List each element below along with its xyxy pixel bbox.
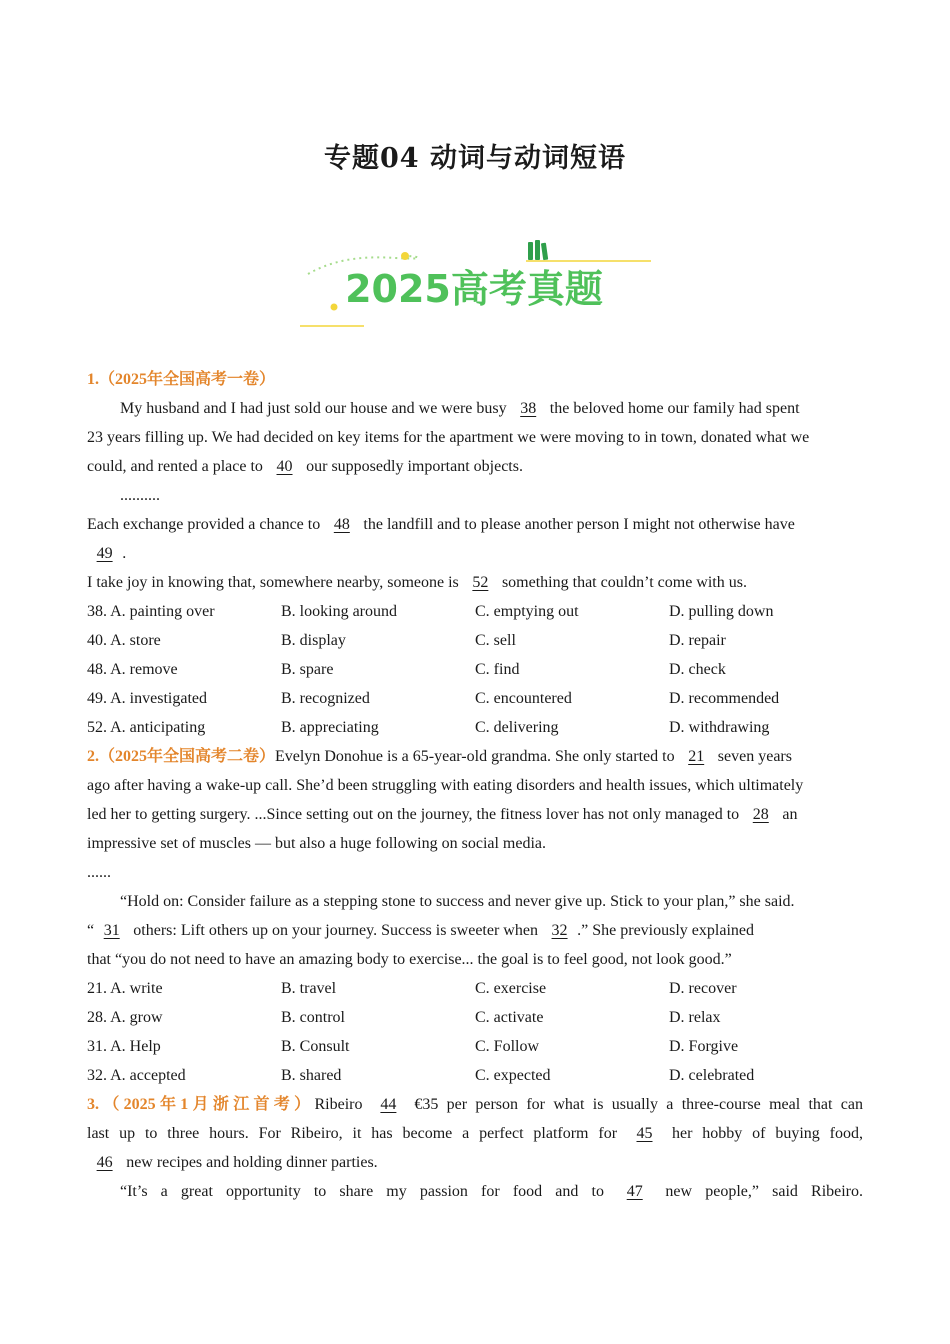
answer-option[interactable]: 32. A. accepted [87,1067,186,1084]
answer-option[interactable]: 52. A. anticipating [87,719,206,736]
answer-blank[interactable] [542,916,577,945]
answer-blank[interactable] [87,539,122,568]
answer-option[interactable]: B. control [281,1009,345,1026]
passage-text: impressive set of muscles — but also a huge following on social media. [87,835,547,852]
passage-text: others: Lift others up on your journey. Success is sweeter when [129,922,542,939]
passage-text: Evelyn Donohue is a 65-year-old grandma. She only started to [275,748,679,765]
answer-option[interactable]: C. emptying out [475,603,579,620]
passage-text: that “you do not need to have an amazing body to exercise... the goal is to feel good, not look good.” [87,951,732,968]
answer-option[interactable]: C. encountered [475,690,572,707]
passage-line [87,510,863,539]
answer-option[interactable]: B. looking around [281,603,397,620]
answer-option[interactable]: B. spare [281,661,334,678]
passage-line [87,858,863,887]
options-row [87,655,863,684]
passage-text: 23 years filling up. We had decided on key items for the apartment we were moving to in town, donated what we [87,429,810,446]
passage-text: ...... [87,864,111,881]
answer-blank[interactable] [463,568,498,597]
banner-text: 2025高考真题 [345,267,603,311]
options-row [87,713,863,742]
passage-line [87,1090,863,1119]
answer-option[interactable]: 21. A. write [87,980,163,997]
passage-line [87,829,863,858]
answer-option[interactable]: 49. A. investigated [87,690,207,707]
passage-line [87,481,863,510]
passage-text: Each exchange provided a chance to [87,516,325,533]
blank-number: 31 [103,922,120,939]
answer-option[interactable]: C. expected [475,1067,551,1084]
passage-line [87,452,863,481]
options-row [87,684,863,713]
blank-number: 32 [551,922,568,939]
passage-line [87,423,863,452]
page-title: 专题04 动词与动词短语 [324,143,626,174]
answer-blank[interactable] [371,1090,406,1119]
question-list [87,365,863,1206]
answer-option[interactable]: D. recommended [669,690,780,707]
blank-number: 21 [688,748,705,765]
passage-line [87,539,863,568]
answer-option[interactable]: C. Follow [475,1038,540,1055]
question-heading-line [87,365,863,394]
answer-option[interactable]: D. recover [669,980,737,997]
passage-text: an [778,806,798,823]
passage-line [87,394,863,423]
answer-blank[interactable] [94,916,129,945]
passage-text: .......... [120,487,160,504]
answer-option[interactable]: C. sell [475,632,516,649]
passage-line [87,945,863,974]
answer-blank[interactable] [511,394,546,423]
blank-number: 46 [96,1154,113,1171]
answer-option[interactable]: B. shared [281,1067,342,1084]
passage-text: ago after having a wake-up call. She’d been struggling with eating disorders and health issues, which ultimately [87,777,804,794]
passage-text: €35 per person for what is usually a three-course meal that can [406,1096,863,1113]
answer-option[interactable]: D. relax [669,1009,721,1026]
passage-text: “ [87,922,95,939]
options-row [87,597,863,626]
question-heading: 2.（2025年全国高考二卷） [87,748,276,765]
question-block [87,742,863,1090]
answer-option[interactable]: D. repair [669,632,726,649]
passage-line [87,916,863,945]
question-heading: 1.（2025年全国高考一卷） [87,371,276,388]
answer-blank[interactable] [627,1119,662,1148]
answer-option[interactable]: 28. A. grow [87,1009,163,1026]
passage-text: our supposedly important objects. [302,458,523,475]
passage-line [87,771,863,800]
books-icon [528,240,548,260]
answer-blank[interactable] [617,1177,652,1206]
blank-number: 44 [380,1096,397,1113]
answer-option[interactable]: B. appreciating [281,719,379,736]
answer-option[interactable]: D. pulling down [669,603,774,620]
answer-option[interactable]: B. recognized [281,690,370,707]
passage-text: My husband and I had just sold our house and we were busy [120,400,511,417]
passage-text: the landfill and to please another person I might not otherwise have [359,516,795,533]
answer-option[interactable]: C. delivering [475,719,559,736]
passage-text: seven years [713,748,792,765]
answer-option[interactable]: D. Forgive [669,1038,739,1055]
passage-text: new people,” said Ribeiro. [652,1183,864,1200]
passage-text: “It’s a great opportunity to share my passion for food and to [120,1183,618,1200]
blank-number: 52 [472,574,489,591]
answer-option[interactable]: C. exercise [475,980,547,997]
blank-number: 28 [752,806,769,823]
passage-text: led her to getting surgery. ...Since setting out on the journey, the fitness lover has not only managed to [87,806,744,823]
answer-blank[interactable] [324,510,359,539]
passage-line [87,800,863,829]
options-row [87,1061,863,1090]
options-row [87,1003,863,1032]
blank-number: 47 [626,1183,643,1200]
answer-option[interactable]: B. travel [281,980,337,997]
passage-line [87,1177,863,1206]
passage-text: .” She previously explained [577,922,754,939]
passage-text: new recipes and holding dinner parties. [122,1154,378,1171]
passage-text: the beloved home our family had spent [545,400,800,417]
passage-line [87,1148,863,1177]
blank-number: 48 [333,516,350,533]
answer-option[interactable]: D. celebrated [669,1067,755,1084]
passage-text: “Hold on: Consider failure as a stepping stone to success and never give up. Stick to your plan,” she said. [120,893,795,910]
passage-text: I take joy in knowing that, somewhere nearby, someone is [87,574,463,591]
passage-line [87,887,863,916]
passage-text: could, and rented a place to [87,458,267,475]
passage-text: something that couldn’t come with us. [497,574,747,591]
blank-number: 49 [96,545,113,562]
passage-line [87,568,863,597]
answer-option[interactable]: C. find [475,661,520,678]
passage-text: Ribeiro [314,1096,371,1113]
answer-option[interactable]: 40. A. store [87,632,161,649]
passage-text: . [122,545,127,562]
answer-option[interactable]: B. display [281,632,346,649]
question-heading: 3.（2025年1月浙江首考） [87,1096,315,1113]
options-row [87,626,863,655]
answer-option[interactable]: C. activate [475,1009,544,1026]
dot-decoration [331,304,338,311]
blank-number: 40 [276,458,293,475]
answer-option[interactable]: 38. A. painting over [87,603,215,620]
options-row [87,974,863,1003]
answer-option[interactable]: 48. A. remove [87,661,178,678]
dot-decoration [401,252,409,260]
answer-blank[interactable] [87,1148,122,1177]
answer-option[interactable]: 31. A. Help [87,1038,161,1055]
banner-graphic [296,236,656,332]
answer-option[interactable]: B. Consult [281,1038,350,1055]
answer-blank[interactable] [743,800,778,829]
answer-blank[interactable] [267,452,302,481]
answer-option[interactable]: D. withdrawing [669,719,770,736]
blank-number: 45 [636,1125,653,1142]
passage-text: last up to three hours. For Ribeiro, it has become a perfect platform for [87,1125,627,1142]
question-block [87,1090,863,1206]
passage-text: her hobby of buying food, [662,1125,864,1142]
blank-number: 38 [520,400,537,417]
question-block [87,365,863,742]
passage-line [87,742,863,771]
options-row [87,1032,863,1061]
answer-blank[interactable] [679,742,714,771]
answer-option[interactable]: D. check [669,661,726,678]
passage-line [87,1119,863,1148]
